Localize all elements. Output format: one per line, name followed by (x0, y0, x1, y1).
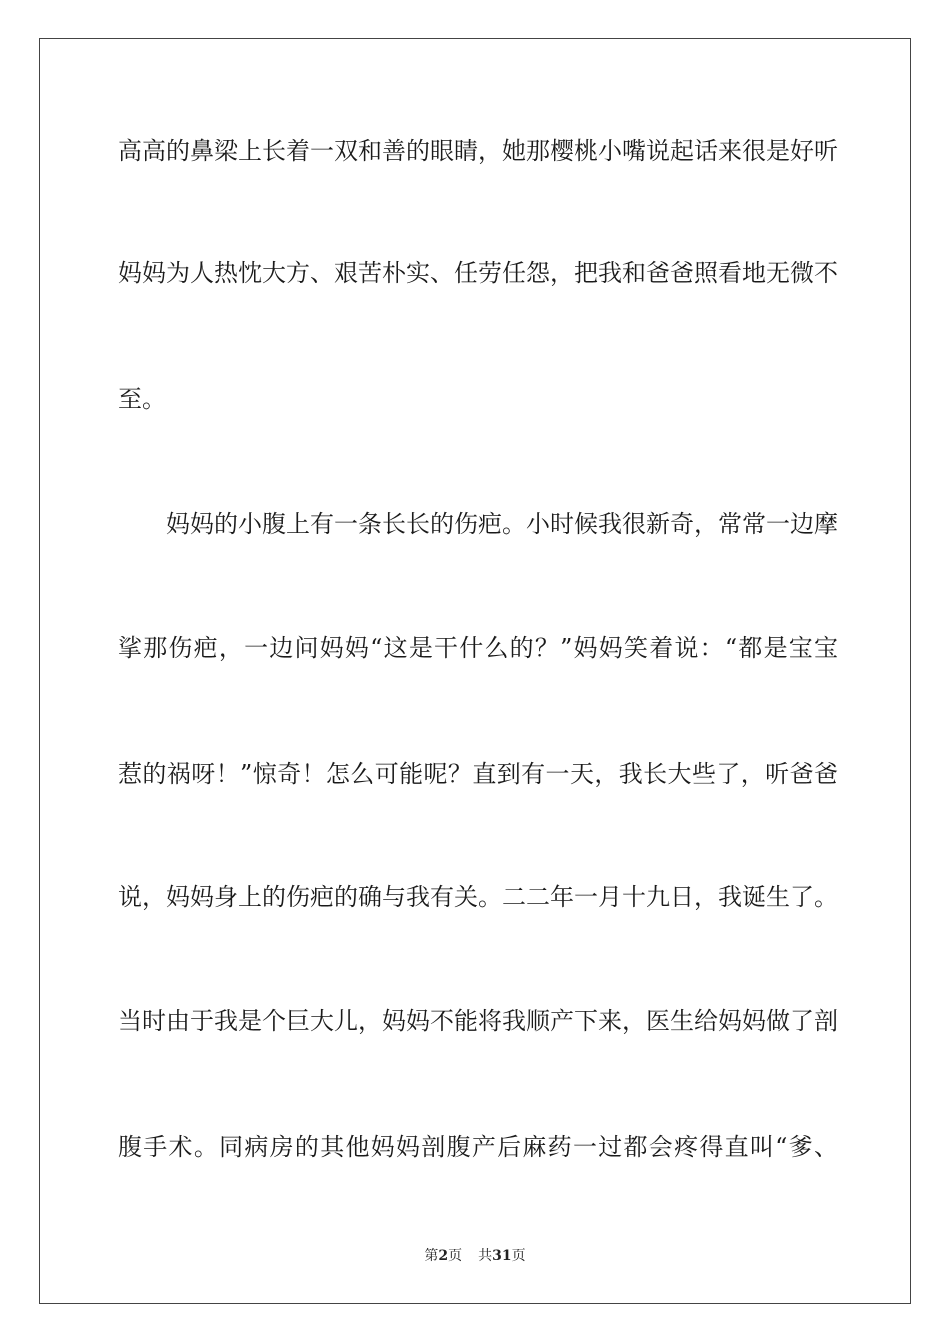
text-line-1: 高高的鼻梁上长着一双和善的眼睛，她那樱桃小嘴说起话来很是好听 (118, 137, 838, 165)
page-prefix: 第 (424, 1248, 439, 1264)
page-footer (0, 1246, 950, 1266)
total-suffix: 页 (511, 1248, 526, 1264)
text-line-8: 当时由于我是个巨大儿，妈妈不能将我顺产下来，医生给妈妈做了剖 (118, 1007, 838, 1035)
text-line-4: 妈妈的小腹上有一条长长的伤疤。小时候我很新奇，常常一边摩 (118, 510, 838, 538)
text-line-9: 腹手术。同病房的其他妈妈剖腹产后麻药一过都会疼得直叫“爹、 (118, 1133, 838, 1161)
total-pages: 31 (492, 1248, 512, 1264)
page-border (39, 38, 911, 1304)
text-line-6: 惹的祸呀！”惊奇！怎么可能呢？直到有一天，我长大些了，听爸爸 (118, 760, 838, 788)
page-number: 2 (438, 1248, 449, 1264)
total-prefix: 共 (478, 1248, 493, 1264)
text-line-7: 说，妈妈身上的伤疤的确与我有关。二二年一月十九日，我诞生了。 (118, 883, 838, 911)
text-line-2: 妈妈为人热忱大方、艰苦朴实、任劳任怨，把我和爸爸照看地无微不 (118, 259, 838, 287)
page-suffix: 页 (448, 1248, 463, 1264)
text-line-3: 至。 (118, 385, 166, 413)
text-line-5: 挲那伤疤，一边问妈妈“这是干什么的？”妈妈笑着说：“都是宝宝 (118, 634, 838, 662)
